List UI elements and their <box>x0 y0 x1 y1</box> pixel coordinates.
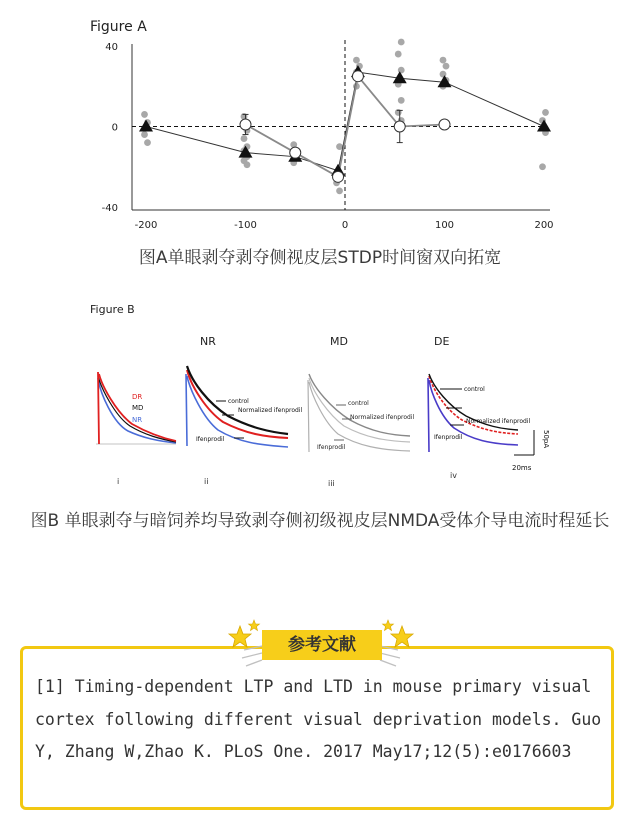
circle-marker <box>352 71 363 82</box>
scatter-point <box>144 139 151 146</box>
panel-iii <box>308 374 414 488</box>
scatter-point <box>443 63 450 70</box>
y-tick-label: -40 <box>101 203 118 214</box>
circle-marker <box>333 171 344 182</box>
panel-numeral-i: i <box>117 477 120 486</box>
figure-b-traces <box>88 298 558 490</box>
circle-marker <box>290 147 301 158</box>
star-icon <box>249 620 260 631</box>
star-icon <box>391 626 413 647</box>
scatter-point <box>440 57 447 64</box>
panel-numeral-iv: iv <box>450 471 457 480</box>
y-tick-label: 0 <box>111 122 118 134</box>
scale-label-pa: 50pA <box>542 430 550 449</box>
scatter-point <box>395 51 402 58</box>
legend-dr: DR <box>132 393 143 401</box>
x-tick-label: -100 <box>234 220 257 231</box>
triangle-marker <box>438 75 452 87</box>
y-tick-label: 40 <box>105 42 118 53</box>
label-normalized: Normalized ifenprodil <box>466 418 531 425</box>
scatter-point <box>244 161 251 168</box>
scatter-point <box>542 109 549 116</box>
panel-title-md: MD <box>330 335 348 348</box>
scatter-point <box>336 143 343 150</box>
scatter-point <box>141 131 148 138</box>
trace-normalized-red <box>429 376 518 434</box>
scatter-point <box>440 71 447 78</box>
trace-normalized-grey <box>309 378 410 442</box>
scatter-point <box>241 135 248 142</box>
y-tick-labels <box>102 42 118 214</box>
panel-numeral-iii: iii <box>328 479 335 488</box>
figure-a-label: Figure A <box>90 19 147 35</box>
label-ifenprodil: Ifenprodil <box>434 434 463 441</box>
figure-b-label: Figure B <box>90 303 135 316</box>
panel-iv <box>428 374 550 480</box>
legend-md: MD <box>132 404 144 412</box>
label-control: control <box>464 386 485 393</box>
scatter-point <box>141 111 148 118</box>
references-box <box>20 646 614 810</box>
x-tick-label: -200 <box>134 220 158 231</box>
x-tick-label: 100 <box>434 220 455 231</box>
label-normalized: Normalized ifenprodil <box>350 414 415 421</box>
scatter-point <box>336 188 343 195</box>
references-title: 参考文献 <box>262 630 382 660</box>
figure-b-caption: 图B 单眼剥夺与暗饲养均导致剥夺侧初级视皮层NMDA受体介导电流时程延长 <box>30 511 610 531</box>
label-normalized: Normalized ifenprodil <box>238 407 303 414</box>
label-control: control <box>228 398 249 405</box>
triangle-marker <box>537 120 551 132</box>
label-ifenprodil: Ifenprodil <box>196 436 225 443</box>
star-icon <box>383 620 394 631</box>
triangle-marker <box>139 120 153 132</box>
scatter-point <box>539 163 546 170</box>
panel-i <box>96 372 176 486</box>
scatter-point <box>398 67 405 74</box>
scatter-point <box>398 39 405 46</box>
label-control: control <box>348 400 369 407</box>
x-tick-label: 0 <box>341 220 349 231</box>
scale-label-ms: 20ms <box>512 464 532 472</box>
figure-a-chart <box>80 10 560 235</box>
circle-marker <box>439 119 450 130</box>
panel-ii <box>186 366 302 486</box>
scatter-point <box>353 57 360 64</box>
scatter-point <box>398 97 405 104</box>
x-tick-labels <box>135 220 554 231</box>
circle-marker <box>394 121 405 132</box>
legend-nr: NR <box>132 416 143 424</box>
figure-a-caption: 图A单眼剥夺剥夺侧视皮层STDP时间窗双向拓宽 <box>138 248 502 268</box>
reference-item: [1] Timing-dependent LTP and LTD in mouse primary visual cortex following different visual deprivation models. Guo Y, Zhang W,Zhao K. PLoS One. 2017 May17;12(5):e0176603 <box>35 677 602 761</box>
panel-title-nr: NR <box>200 335 216 348</box>
panel-title-de: DE <box>434 335 450 348</box>
x-tick-label: 200 <box>534 220 554 231</box>
circle-marker <box>240 119 251 130</box>
label-ifenprodil: Ifenprodil <box>317 444 346 451</box>
star-icon <box>229 626 251 647</box>
panel-numeral-ii: ii <box>204 477 209 486</box>
